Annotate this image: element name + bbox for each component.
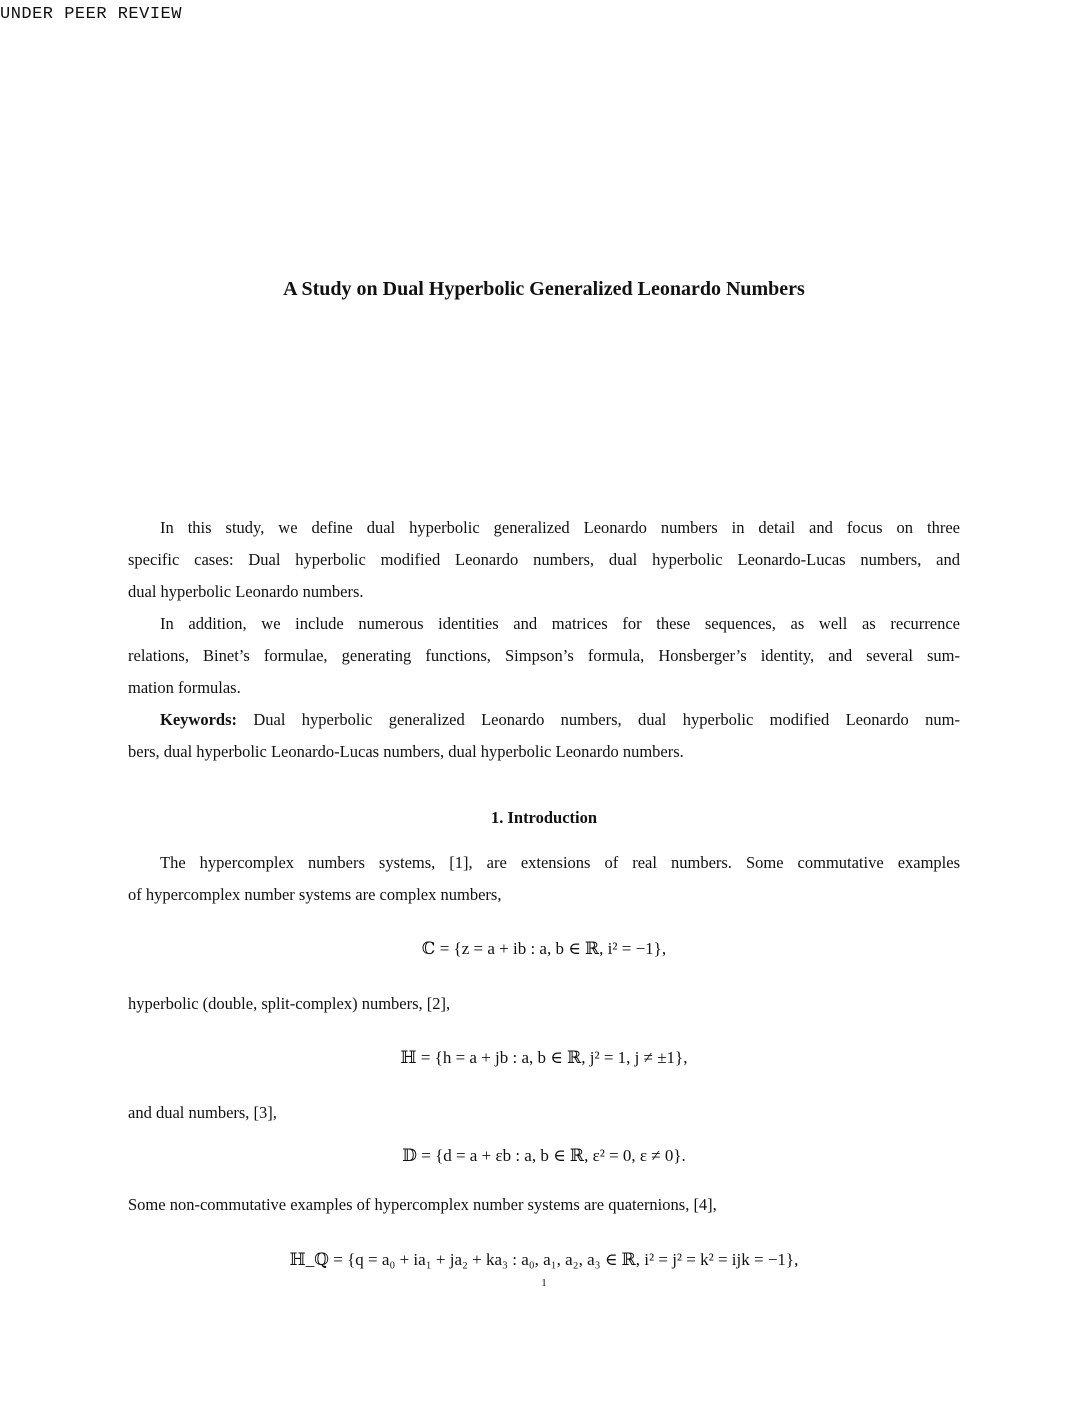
keywords-text: Dual hyperbolic generalized Leonardo numbers, dual hyperbolic modified Leonardo num- [237, 710, 960, 729]
equation-quaternion: ℍ_ℚ = {q = a₀ + ia₁ + ja₂ + ka₃ : a₀, a₁, a₂, a₃ ∈ ℝ, i² = j² = k² = ijk = −1}, [289, 1250, 799, 1269]
paper-title: A Study on Dual Hyperbolic Generalized Leonardo Numbers [283, 278, 805, 300]
keywords-line [128, 704, 960, 736]
intro-text: hyperbolic (double, split-complex) numbers, [2], [128, 994, 451, 1013]
intro-line: The hypercomplex numbers systems, [1], are extensions of real numbers. Some commutative examples [160, 853, 960, 872]
intro-text: and dual numbers, [3], [128, 1103, 277, 1122]
equation-hyperbolic: ℍ = {h = a + jb : a, b ∈ ℝ, j² = 1, j ≠ ±1}, [400, 1048, 688, 1067]
abstract-line: relations, Binet’s formulae, generating functions, Simpson’s formula, Honsberger’s identity, and several sum- [128, 646, 960, 665]
intro-text: Some non-commutative examples of hypercomplex number systems are quaternions, [4], [128, 1195, 717, 1214]
watermark: UNDER PEER REVIEW [0, 5, 182, 24]
abstract [128, 512, 960, 768]
keywords-line: bers, dual hyperbolic Leonardo-Lucas numbers, dual hyperbolic Leonardo numbers. [128, 742, 684, 761]
abstract-line: dual hyperbolic Leonardo numbers. [128, 582, 364, 601]
intro-paragraph [128, 847, 960, 911]
abstract-line: In this study, we define dual hyperbolic generalized Leonardo numbers in detail and focus on three [160, 518, 960, 537]
page-number: 1 [541, 1277, 547, 1289]
equation-dual: 𝔻 = {d = a + εb : a, b ∈ ℝ, ε² = 0, ε ≠ 0}. [402, 1146, 686, 1165]
intro-line: of hypercomplex number systems are complex numbers, [128, 885, 502, 904]
section-heading: 1. Introduction [490, 808, 598, 827]
keywords-label: Keywords: [160, 710, 237, 729]
abstract-line: mation formulas. [128, 678, 241, 697]
abstract-line: specific cases: Dual hyperbolic modified Leonardo numbers, dual hyperbolic Leonardo-Lucas numbers, and [128, 550, 960, 569]
equation-complex: ℂ = {z = a + ib : a, b ∈ ℝ, i² = −1}, [421, 939, 667, 958]
abstract-line: In addition, we include numerous identities and matrices for these sequences, as well as recurrence [160, 614, 960, 633]
